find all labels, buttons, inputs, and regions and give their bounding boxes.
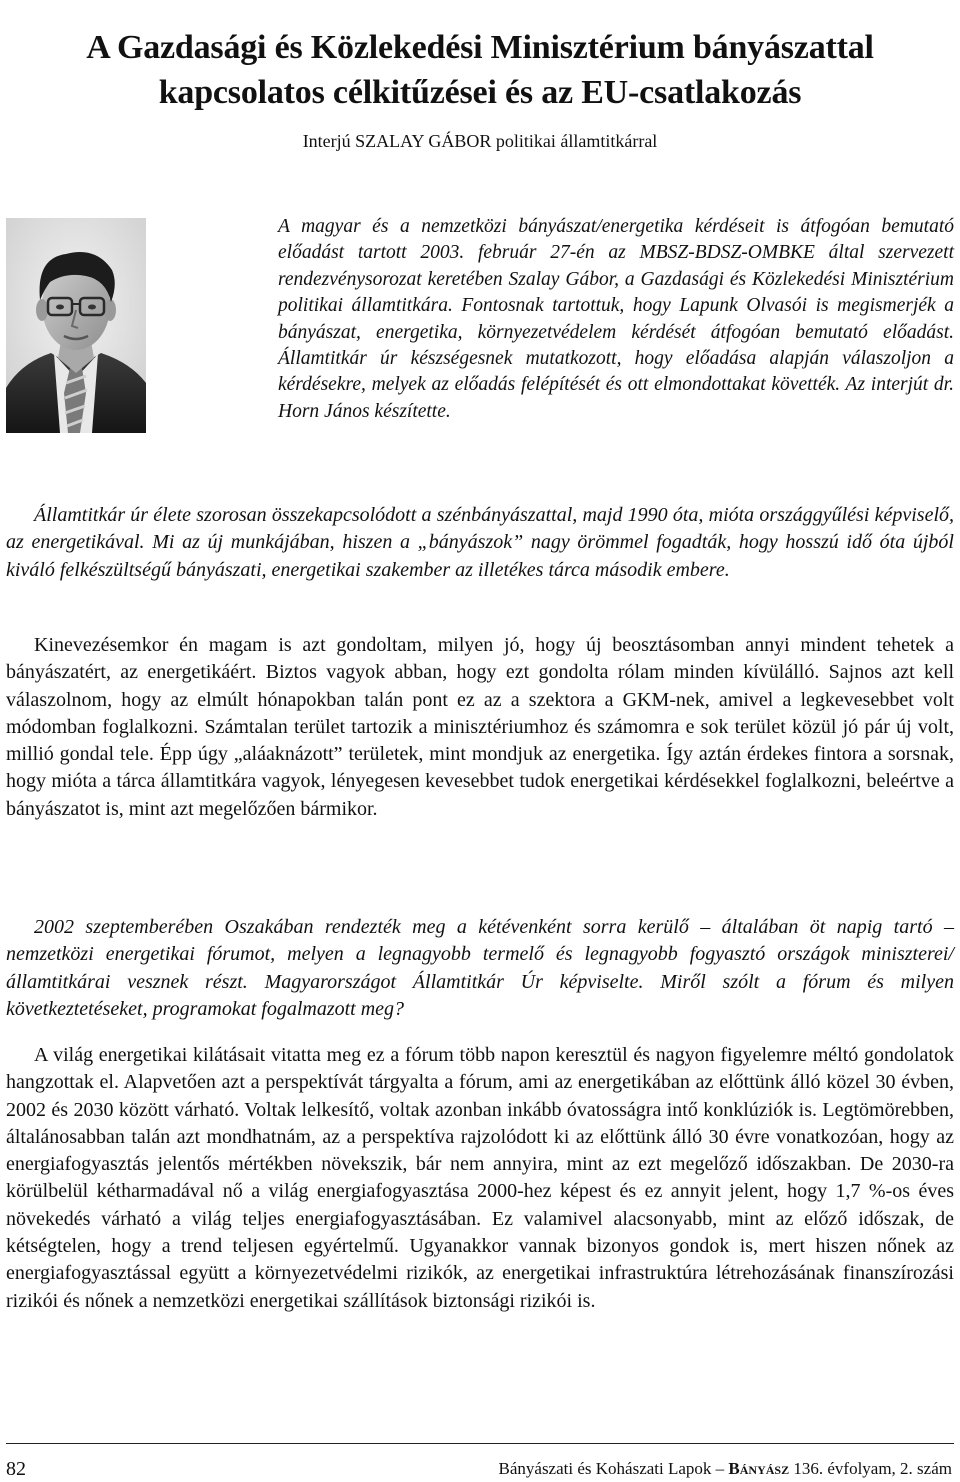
- portrait-image: [6, 218, 146, 433]
- answer-2: A világ energetikai kilátásait vitatta meg ez a fórum több napon keresztül és nagyon figyelemre méltó gondolatok hangzottak el. Alapvetően azt a perspektívát tárgyalta a fórum, ami az energetikában az előttünk álló közel 30 évben, 2002 és 2030 között várható. Voltak lelkesítő, voltak azonban inkább óvatosságra intő konklúziók is. Legtömörebben, általánosabban talán azt mondhatnám, az a perspektíva rajzolódott ki az előttünk álló 30 évre vonatkozóan, hogy az energiafogyasztás jelentős mértékben növekszik, bár nem annyira, mint az ezt megelőző időszakban. De 2030-ra körülbelül kétharmadával nő a világ energiafogyasztása 2000-hez képest és ez annyit jelent, hogy 1,7 %-os éves növekedés várható a világ teljes energiafogyasztásában. Ez valamivel alacsonyabb, mint az előző időszak, de kétségtelen, hogy a trend teljesen egyértelmű. Ugyanakkor vannak bizonyos gondok is, mert hiszen nőnek az energiafogyasztással együtt a környezetvédelmi rizikók, az energetikai infrastruktúra létrehozásának finanszírozási rizikói és nőnek a nemzetközi energetikai szállítások biztonsági rizikói is.: [6, 1044, 954, 1312]
- journal-volume: 136. évfolyam, 2. szám: [793, 1459, 952, 1478]
- page-number: 82: [6, 1458, 26, 1480]
- journal-section: Bányász: [728, 1459, 790, 1478]
- question-2: 2002 szeptemberében Oszakában rendezték meg a kétévenként sorra kerülő – általában öt napig tartó – nemzetközi energetikai fórumot, melyen a legnagyobb termelő és legnagyobb fogyasztó országok miniszterei/államtitkárai vesznek részt. Magyarországot Államtitkár Úr képviselte. Miről szólt a fórum és milyen következtetéseket, programokat fogalmazott meg?: [6, 916, 954, 1020]
- interviewee-name: SZALAY GÁBOR: [355, 131, 492, 151]
- answer-1: Kinevezésemkor én magam is azt gondoltam, milyen jó, hogy új beosztásomban annyi mindent tehetek a bányászatért, az energetikáért. Biztos vagyok abban, hogy ezt gondolta rólam minden kívülálló. Sajnos azt kell válaszolnom, hogy az elmúlt hónapokban talán pont ez az a szektora a GKM-nek, amivel a legkevesebbet volt módomban foglalkozni. Számtalan terület tartozik a minisztériumhoz és számomra e sok terület közül jó pár új volt, millió gondal tele. Épp úgy „aláaknázott” területek, mint mondjuk az energetika. Így aztán érdekes fintora a sorsnak, hogy mióta a tárca államtitkára vagyok, lényegesen kevesebbet tudok energetikai kérdésekkel foglalkozni, beleértve a bányászatot is, mint azt megelőzően bármikor.: [6, 634, 954, 820]
- footer-divider: [6, 1443, 954, 1444]
- interview-intro: A magyar és a nemzetközi bányászat/energetika kérdéseit is átfogóan bemutató előadást tartott 2003. február 27-én az MBSZ-BDSZ-OMBKE által szervezett rendezvénysorozat keretében Szalay Gábor, a Gazdasági és Közlekedési Minisztérium politikai államtitkára. Fontosnak tartottuk, hogy Lapunk Olvasói is megismerjék a bányászat, energetika, környezetvédelem kérdését átfogóan bemutató előadást. Államtitkár úr készségesnek mutatkozott, hogy előadása alapján válaszoljon a kérdésekre, melyek az előadás felépítését és ott elmondottakat követték. Az interjút dr. Horn János készítette.: [278, 216, 954, 422]
- article-subtitle: [0, 129, 960, 153]
- question-1: Államtitkár úr élete szorosan összekapcsolódott a szénbányászattal, majd 1990 óta, mióta országgyűlési képviselő, az energetikával. Mi az új munkájában, hiszen a „bányászok” nagy örömmel fogadták, hogy hosszú idő óta újból kiváló felkészültségű bányászati, energetikai szakember az illetékes tárca második embere.: [6, 504, 954, 581]
- article-title: A Gazdasági és Közlekedési Minisztérium bányászattal kapcsolatos célkitűzései és az EU-csatlakozás: [86, 28, 874, 111]
- journal-info: [499, 1457, 952, 1481]
- journal-name: Bányászati és Kohászati Lapok –: [498, 1459, 725, 1478]
- portrait-photo: [6, 218, 146, 433]
- subtitle-prefix: Interjú: [302, 131, 351, 151]
- subtitle-suffix: politikai államtitkárral: [495, 131, 658, 151]
